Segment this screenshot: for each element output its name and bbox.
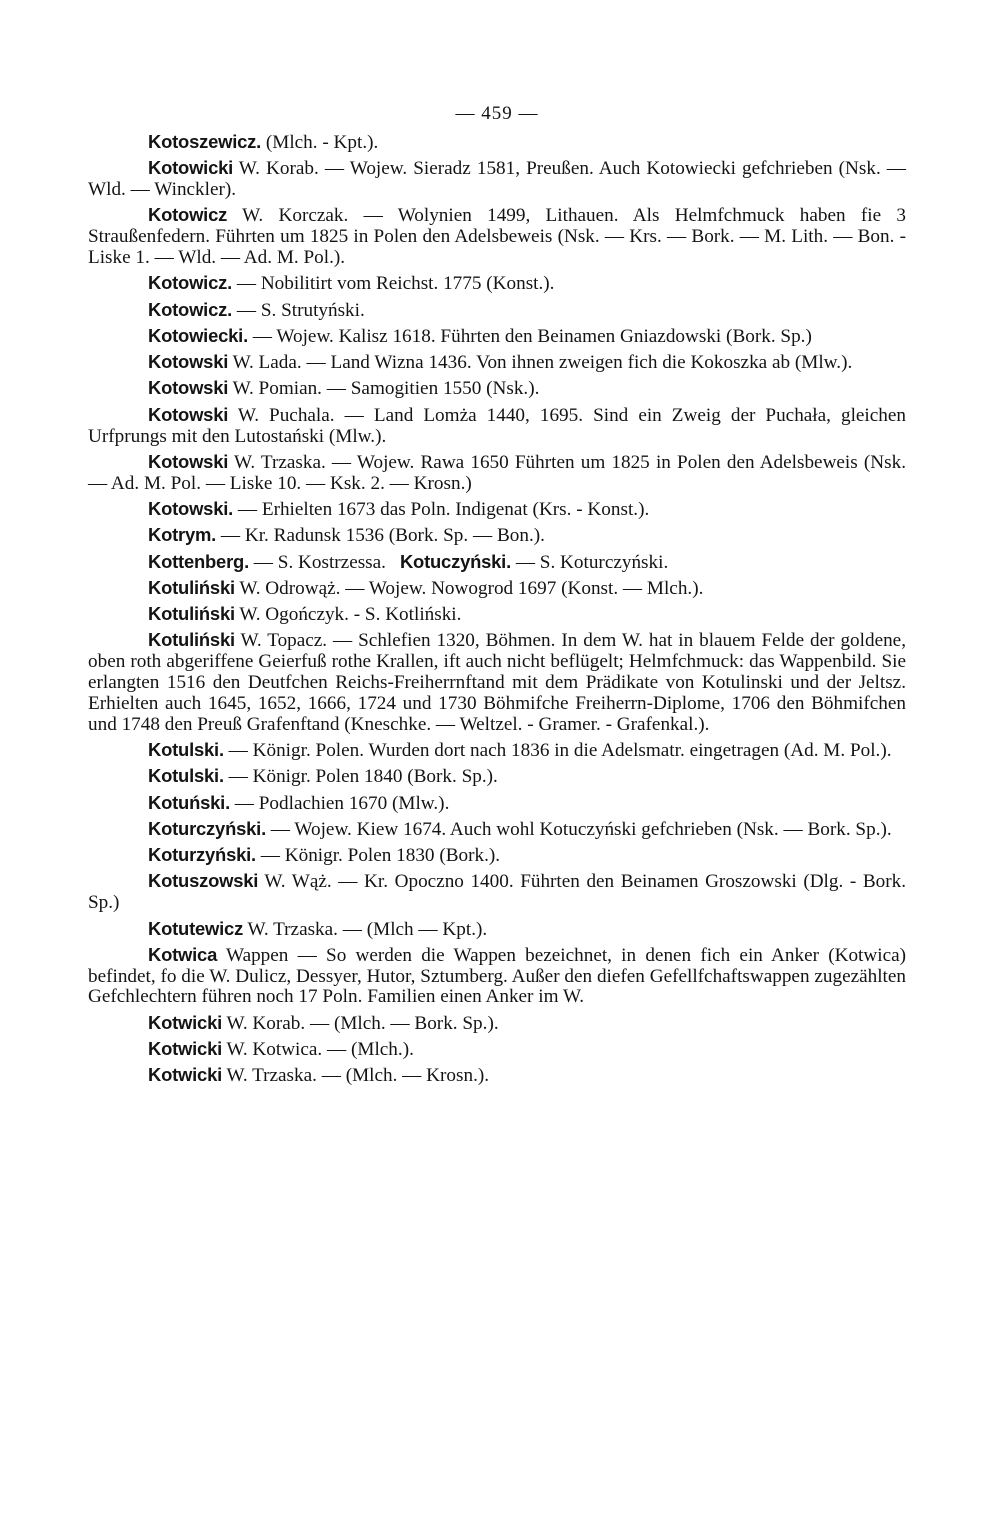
entry-text: — Wojew. Kiew 1674. Auch wohl Kotuczyński gefchrieben (Nsk. — Bork. Sp.). <box>266 818 892 840</box>
entry-headword: Kotowicz <box>148 204 228 226</box>
entry-headword: Kotowski <box>148 351 229 373</box>
entry-text: — Königr. Polen 1840 (Bork. Sp.). <box>223 766 498 788</box>
entry-headword: Kotuliński <box>148 603 235 625</box>
entry-text: W. Wąż. — Kr. Opoczno 1400. Führten den Beinamen Groszowski (Dlg. - Bork. Sp.) <box>88 871 906 914</box>
entry <box>88 919 906 941</box>
entry-headword: Kotrym. <box>148 524 217 546</box>
entry-text: W. Topacz. — Schlefien 1320, Böhmen. In dem W. hat in blauem Felde der goldene, oben roth abgeriffene Geierfuß rothe Krallen, ift auch nicht beflügelt; Helmfchmuck: das Wappenbild. Sie erlangten 1516 den Deutfchen Reichs-Freiherrnftand mit dem Prädikate von Kotulinski und der Jeltsz. Erhielten auch 1645, 1652, 1666, 1724 und 1730 Böhmifche Freiherrn-Diplome, 1706 den Böhmifchen und 1748 den Preuß Grafenftand (Kneschke. — Weltzel. - Gramer. - Grafenkal.). <box>88 630 906 735</box>
entry <box>148 552 386 574</box>
entry <box>88 405 906 448</box>
entry-headword: Kotuński. <box>148 791 230 813</box>
entry-text: — Kr. Radunsk 1536 (Bork. Sp. — Bon.). <box>216 525 545 547</box>
entry-headword: Kotowski <box>148 403 229 425</box>
entry-text: W. Pomian. — Samogitien 1550 (Nsk.). <box>228 378 540 400</box>
entry-headword: Kotulski. <box>148 738 224 760</box>
entry-headword: Kotwicki <box>148 1011 223 1033</box>
entry <box>88 452 906 495</box>
entry-headword: Kotowicz. <box>148 298 233 320</box>
entry <box>88 793 906 815</box>
entry-text: — S. Koturczyński. <box>511 551 669 573</box>
entry <box>88 1039 906 1061</box>
entry-text: — S. Kostrzessa. <box>249 551 386 573</box>
entry-text: W. Korab. — Wojew. Sieradz 1581, Preußen. Auch Kotowiecki gefchrieben (Nsk. — Wld. — Winckler). <box>88 158 906 201</box>
entry-text: W. Korczak. — Wolynien 1499, Lithauen. Als Helmfchmuck haben fie 3 Straußenfedern. Führten um 1825 in Polen den Adelsbeweis (Nsk. — Krs. — Bork. — M. Lith. — Bon. - Liske 1. — Wld. — Ad. M. Pol.). <box>88 205 906 268</box>
entry-headword: Kotowiecki. <box>148 324 248 346</box>
entry <box>88 578 906 600</box>
entry-text: W. Odrowąż. — Wojew. Nowogrod 1697 (Konst. — Mlch.). <box>234 577 704 599</box>
entry-headword: Kotowski. <box>148 497 234 519</box>
entry-text: W. Trzaska. — Wojew. Rawa 1650 Führten um 1825 in Polen den Adelsbeweis (Nsk. — Ad. M. Pol. — Liske 10. — Ksk. 2. — Krosn.) <box>88 451 906 494</box>
entry-headword: Kotwica <box>148 943 218 965</box>
entry <box>88 819 906 841</box>
entry-text: — Königr. Polen 1830 (Bork.). <box>255 845 501 867</box>
entry <box>400 552 668 574</box>
entry <box>88 205 906 268</box>
entry-headword: Kotoszewicz. <box>148 131 262 152</box>
entry-pair <box>88 552 906 574</box>
entry-headword: Kotutewicz <box>148 917 244 939</box>
entry <box>88 273 906 295</box>
entry-headword: Kotuliński <box>148 629 235 651</box>
entry <box>88 132 906 154</box>
entry-text: W. Puchala. — Land Lomża 1440, 1695. Sind ein Zweig der Puchała, gleichen Urfprungs mit den Lutostański (Mlw.). <box>88 404 906 447</box>
entry-text: — Podlachien 1670 (Mlw.). <box>229 792 450 814</box>
entry-headword: Kotwicki <box>148 1037 223 1059</box>
entry <box>88 525 906 547</box>
entry-text: W. Korab. — (Mlch. — Bork. Sp.). <box>222 1012 499 1034</box>
entry-text: (Mlch. - Kpt.). <box>261 132 379 153</box>
entry-text: W. Ogończyk. - S. Kotliński. <box>234 604 462 626</box>
entry-text: — Wojew. Kalisz 1618. Führten den Beinamen Gniazdowski (Bork. Sp.) <box>248 325 812 347</box>
entry <box>88 845 906 867</box>
entry <box>88 740 906 762</box>
entry-headword: Kotowicz. <box>148 272 233 294</box>
entry-headword: Kotuszowski <box>148 870 259 892</box>
entry-text: — S. Strutyński. <box>232 299 365 321</box>
entry-text: — Königr. Polen. Wurden dort nach 1836 in die Adelsmatr. eingetragen (Ad. M. Pol.). <box>223 739 892 761</box>
entry <box>88 378 906 400</box>
entry <box>88 300 906 322</box>
entry <box>88 326 906 348</box>
entry-text: W. Lada. — Land Wizna 1436. Von ihnen zweigen fich die Kokoszka ab (Mlw.). <box>228 352 853 374</box>
entry <box>88 1013 906 1035</box>
entry-text: — Erhielten 1673 das Poln. Indigenat (Krs. - Konst.). <box>233 498 650 520</box>
entry <box>88 766 906 788</box>
entry-text: W. Trzaska. — (Mlch. — Krosn.). <box>222 1065 490 1087</box>
book-page <box>88 96 906 1092</box>
entry-headword: Koturzyński. <box>148 844 256 866</box>
entry <box>88 352 906 374</box>
entry <box>88 158 906 201</box>
entry-text: W. Kotwica. — (Mlch.). <box>222 1038 414 1060</box>
entry-headword: Kotuczyński. <box>399 550 512 572</box>
entry-headword: Kotwicki <box>148 1064 223 1086</box>
page-number: — 459 — <box>455 103 539 124</box>
entry-headword: Kotowski <box>148 377 229 399</box>
entry-headword: Kotowicki <box>148 157 234 179</box>
entry-headword: Kottenberg. <box>148 550 249 572</box>
entry-text: — Nobilitirt vom Reichst. 1775 (Konst.). <box>232 273 555 295</box>
entry-headword: Kotulski. <box>148 765 224 787</box>
entry-list <box>88 132 906 1087</box>
entry <box>88 499 906 521</box>
entry-headword: Kotuliński <box>148 576 235 598</box>
entry-text: W. Trzaska. — (Mlch — Kpt.). <box>243 918 488 940</box>
entry-headword: Kotowski <box>148 450 229 472</box>
entry <box>88 871 906 914</box>
entry <box>88 630 906 735</box>
entry <box>88 1065 906 1087</box>
entry <box>88 945 906 1008</box>
entry-text: Wappen — So werden die Wappen bezeichnet, in denen fich ein Anker (Kotwica) befindet, fo die W. Dulicz, Dessyer, Hutor, Sztumberg. Außer den diefen Gefellfchaftswappen zugezählten Gefchlechtern führen noch 17 Poln. Familien einen Anker im W. <box>88 944 906 1008</box>
entry <box>88 604 906 626</box>
entry-headword: Koturczyński. <box>148 817 266 839</box>
